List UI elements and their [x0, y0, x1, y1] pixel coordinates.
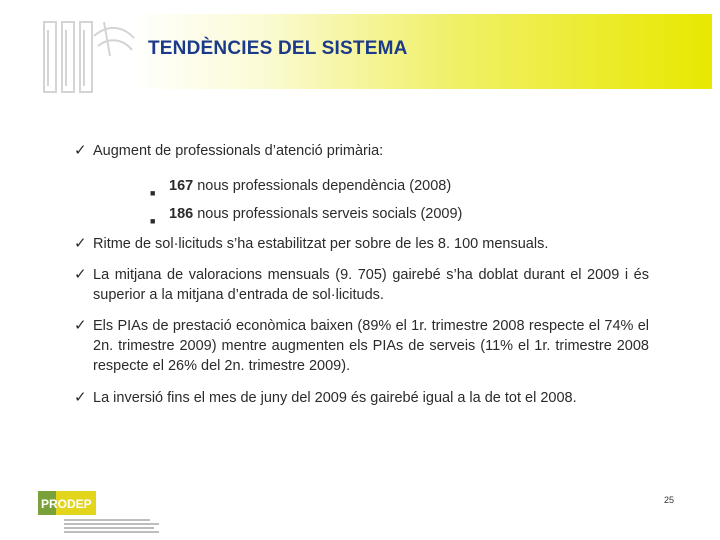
prodep-tagline-lines: [64, 519, 159, 535]
bullet-text: Ritme de sol·licituds s’ha estabilitzat per sobre de les 8. 100 mensuals.: [93, 236, 549, 252]
sub-bullet-number: 167: [169, 178, 194, 194]
square-bullet-icon: ■: [150, 188, 156, 198]
bullet-text: Els PIAs de prestació econòmica baixen (89% el 1r. trimestre 2008 respecte el 74% el 2n. trimestre 2009) mentre augmenten els PIAs de serveis (11% el 1r. trimestre 2008 respecte el 26% del 2n. trimestre 2009).: [93, 318, 649, 374]
prodep-logo-text: PRODEP: [41, 497, 92, 511]
checkmark-icon: ✓: [74, 235, 87, 252]
sub-bullet-label: nous professionals serveis socials (2009): [193, 206, 463, 222]
square-bullet-icon: ■: [150, 216, 156, 226]
checkmark-icon: ✓: [74, 389, 87, 406]
prodep-logo: [38, 491, 96, 515]
page-number: 25: [664, 495, 675, 505]
sub-bullet-label: nous professionals dependència (2008): [193, 178, 452, 194]
sub-bullet-number: 186: [169, 206, 194, 222]
bullet-text: Augment de professionals d’atenció primària:: [93, 143, 384, 159]
page-title: TENDÈNCIES DEL SISTEMA: [148, 38, 408, 59]
bullet-text: La mitjana de valoracions mensuals (9. 705) gairebé s’ha doblat durant el 2009 i és superior a la mitjana d’entrada de sol·licituds.: [93, 267, 649, 303]
institution-logo-icon: [38, 16, 138, 98]
checkmark-icon: ✓: [74, 317, 87, 334]
checkmark-icon: ✓: [74, 266, 87, 283]
sub-bullet-text: [169, 204, 462, 224]
sub-bullet-text: [169, 176, 451, 196]
checkmark-icon: ✓: [74, 142, 87, 159]
bullet-text: La inversió fins el mes de juny del 2009 és gairebé igual a la de tot el 2008.: [93, 390, 577, 406]
